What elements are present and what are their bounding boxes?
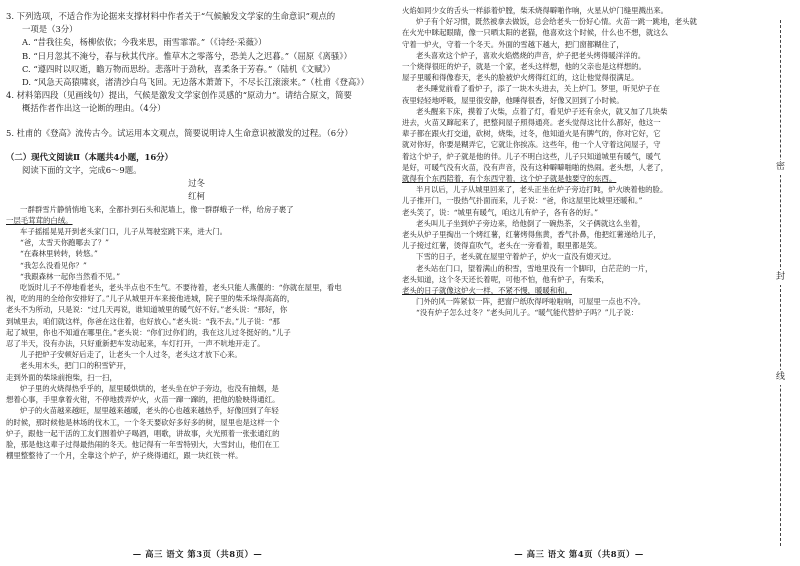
q3-option-b: B. “日月忽其不淹兮，春与秋其代序。惟草木之零落兮，恐美人之迟暮。”（屈原《离骚》） [21, 50, 352, 61]
story-line: 就得有个东西陪着，有个东西守着，这个炉子就是他要守的东西。 [402, 174, 617, 184]
story-line: 儿子推开门，一股热气扑面而来，儿子说：“爸，你这屋里比城里还暖和。” [402, 196, 643, 206]
story-line: 夜里轻轻地呼吸，屋里很安静，他睡得很香，好像又回到了小时候。 [402, 95, 624, 105]
section-heading: （二）现代文阅读Ⅱ（本题共4小题，16分） [6, 151, 173, 162]
q4-stem-cont: 概括作者作出这一论断的理由。（4分） [21, 103, 166, 114]
story-line: 一层毛茸茸的白绒。 [6, 215, 73, 225]
story-line: 门外的风一阵紧似一阵，把窗户纸吹得呼啦啦响，可屋里一点也不冷。 [416, 297, 646, 307]
story-line: 老头睡觉前看了看炉子，添了一块木头进去，关上炉门。梦里，听见炉子在 [416, 84, 660, 94]
story-line: 火焰如同少女的舌头一样舔着炉膛，柴禾烧得噼啪作响，火星从炉门缝里溅出来。 [402, 6, 669, 15]
story-line: 一个烧得很旺的炉子，就是一个家，老头这样想，他的父亲也是这样想的。 [402, 62, 646, 72]
seal-char-xian: 线 [773, 370, 788, 385]
story-line: 的时候，那时候他是林场的伐木工，一个冬天要砍好多好多的树，屋里也是这样一个 [6, 417, 280, 427]
story-line: 车子摇摇晃晃开到老头家门口，儿子从驾驶室跳下来，进大门。 [20, 227, 227, 237]
story-line: 炉子，跟他一起干活的工友们围着炉子喝酒，唱歌，讲故事，火光照着一张张通红的 [6, 428, 280, 438]
q3-option-a: A. “昔我往矣，杨柳依依；今我来思，雨雪霏霏。”（《诗经·采薇》） [21, 37, 267, 48]
q4-stem: 4. 材料第四段（见画线句）提出，气候是激发文学家创作灵感的“原动力”。请结合原文，简要 [6, 90, 352, 101]
story-line: 就对你好，你要是糊弄它，它就让你挨冻。这些年，他一个人守着这间屋子，守 [402, 140, 661, 150]
story-line: 炉子里的火烧得热乎乎的，屋里暖烘烘的，老头坐在炉子旁边，也没有抽烟，是 [20, 383, 279, 393]
story-line: 脸，那是他这辈子过得最热闹的冬天。他记得有一年雪特别大，大雪封山，他们在工 [6, 439, 280, 449]
story-line: 守着一炉火，守着一个冬天。外面的雪越下越大，把门窗都糊住了， [402, 39, 624, 49]
story-line: 半月以后，儿子从城里回来了，老头正坐在炉子旁边打盹，炉火映着他的脸。 [416, 185, 668, 195]
story-line: 儿子接过红薯，烫得直吹气，老头在一旁看着，眼里都是笑。 [402, 241, 602, 251]
story-line: 炉子的火苗越来越旺，屋里越来越暖，老头的心也越来越热乎，好像回到了年轻 [20, 406, 279, 416]
seal-char-mi: 密 [773, 160, 788, 175]
story-line: “没有炉子怎么过冬？”老头问儿子。“暖气能代替炉子吗？”儿子说： [416, 308, 639, 318]
story-line: 炉子有个好习惯，既然被拿去做饭，总会给老头一份好心情。火苗一跳一跳地，老头就 [416, 17, 697, 27]
left-page-footer: — 高三 语文 第3页（共8页）— [132, 549, 263, 559]
reading-instruction: 阅读下面的文字，完成6～9题。 [21, 165, 142, 176]
story-line: “爸，太雪天你跑哪去了？” [20, 238, 109, 248]
story-line: 下雪的日子，老头就在屋里守着炉子，炉火一直没有熄灭过。 [416, 252, 616, 262]
story-line: 棚里整整待了一个月，全靠这个炉子，炉子烧得通红，跟一块红铁一样。 [6, 451, 243, 461]
story-line: 老头站在门口，望着满山的积雪，雪地里没有一个脚印，白茫茫的一片， [416, 263, 653, 273]
story-line: 老头的日子就像这炉火一样，不紧不慢，暖暖和和。 [402, 286, 572, 296]
q3-stem-cont: 一项是（3分） [21, 24, 78, 35]
story-line: 老头笑了，说：“城里有暖气，咱这儿有炉子，各有各的好。” [402, 207, 599, 217]
story-line: 到城里去，咱们就这样，你爸在这住着，也好放心。”老头说：“我不去。”儿子说：“那 [6, 316, 280, 326]
story-line: 吃饭时儿子不停地看老头，老头半点也不生气。不要待着，老头只能人燕偃的：“你就在屋里，看电 [20, 283, 342, 293]
story-line: “我跟森林一起你当然看不见。” [20, 271, 120, 281]
story-line: 辈子都在跟火打交道，砍树，烧柴，过冬，他知道火是有脾气的，你对它好，它 [402, 129, 661, 139]
story-line: 是好，可暖气没有火苗，没有声音，没有这种噼噼啪啪的热闹。老头想，人老了， [402, 162, 669, 172]
story-line: 儿子把炉子安顿好后走了，让老头一个人过冬，老头这才放下心来。 [20, 350, 242, 360]
story-line: 视，吃的用的全给你安排好了。”儿子从城里开车来接他进城，院子里的柴禾垛得高高的， [6, 294, 295, 304]
story-line: 老头叫儿子坐到炉子旁边来，给他倒了一碗热茶，父子俩就这么坐着， [416, 218, 646, 228]
q5-stem: 5. 杜甫的《登高》流传古今。试运用本文观点，简要说明诗人生命意识被激发的过程。（6分） [6, 127, 353, 138]
story-line: 想着心事，手里拿着火钳，不停地拨弄炉火，火苗一蹿一蹿的，把他的脸映得通红。 [6, 395, 280, 405]
story-line: 走到外面的柴垛前抱柴，扫一扫， [6, 372, 117, 382]
story-line: 在火光中眯起眼睛，像一只晒太阳的老猫，他喜欢这个时候，什么也不想，就这么 [402, 28, 669, 38]
story-line: 着这个炉子，炉子就是他的伴。儿子不明白这些，儿子只知道城里有暖气，暖气 [402, 151, 661, 161]
seal-margin [760, 0, 800, 566]
story-author: 红柯 [188, 191, 205, 202]
story-line: 老头不为所动，只是说：“过几天再说，谁知道城里的暖气好不好。”老头说：“那好，你 [6, 305, 288, 315]
story-line: 忍了半天，没有办法，只好重新把车发动起来，车灯打开，一声不吭地开走了。 [6, 339, 265, 349]
seal-char-feng: 封 [773, 270, 788, 285]
story-line: 屋子里暖和得像春天，老头的脸被炉火烤得红红的，这让他觉得很满足。 [402, 73, 639, 83]
left-page [0, 0, 395, 566]
story-line: 老头用木头，把门口的积雪铲开， [20, 361, 131, 371]
story-line: 起了城里，你也不知道在哪里住。”老头说：“你们过你们的，我在这儿过冬挺好的。”儿子 [6, 327, 291, 337]
story-line: 老头喜欢这个炉子，喜欢火焰燃烧的声音，炉子把老头烤得暖洋洋的。 [416, 50, 646, 60]
right-page [398, 0, 760, 566]
story-line: 老头知道，这个冬天还长着呢，可他不怕，他有炉子，有柴禾， [402, 274, 609, 284]
story-line: “在森林里转转，转悠。” [20, 249, 98, 259]
story-line: 一群群雪片静悄悄地飞来，全都扑到石头和泥墙上，像一群群蛾子一样，给房子裹了 [20, 204, 294, 214]
q3-option-c: C. “遵四时以叹逝，瞻万物而思纷。悲落叶于劲秋，喜柔条于芳春。”（陆机《文赋》） [21, 63, 336, 74]
story-line: 进去，火苗又蹿起来了，把整间屋子照得通亮。老头觉得这比什么都好，他这一 [402, 118, 661, 128]
story-line: 老头从炉子里掏出一个烤红薯，红薯烤得焦黄，香气扑鼻，他把红薯递给儿子， [402, 230, 661, 240]
story-title: 过冬 [188, 178, 205, 189]
story-line: “我怎么没看见你？” [20, 260, 87, 270]
story-line: 老头醒来下床，摸着了火柴，点着了灯，看见炉子还有余火，就又加了几块柴 [416, 106, 668, 116]
right-page-footer: — 高三 语文 第4页（共8页）— [514, 549, 644, 559]
q3-option-d: D. “风急天高猿啸哀，渚清沙白鸟飞回。无边落木萧萧下，不尽长江滚滚来。”（杜甫《登高》） [21, 77, 369, 88]
q3-stem: 3. 下列选项，不适合作为论据来支撑材料中作者关于“气候触发文学家的生命意识”观点的 [6, 11, 336, 21]
